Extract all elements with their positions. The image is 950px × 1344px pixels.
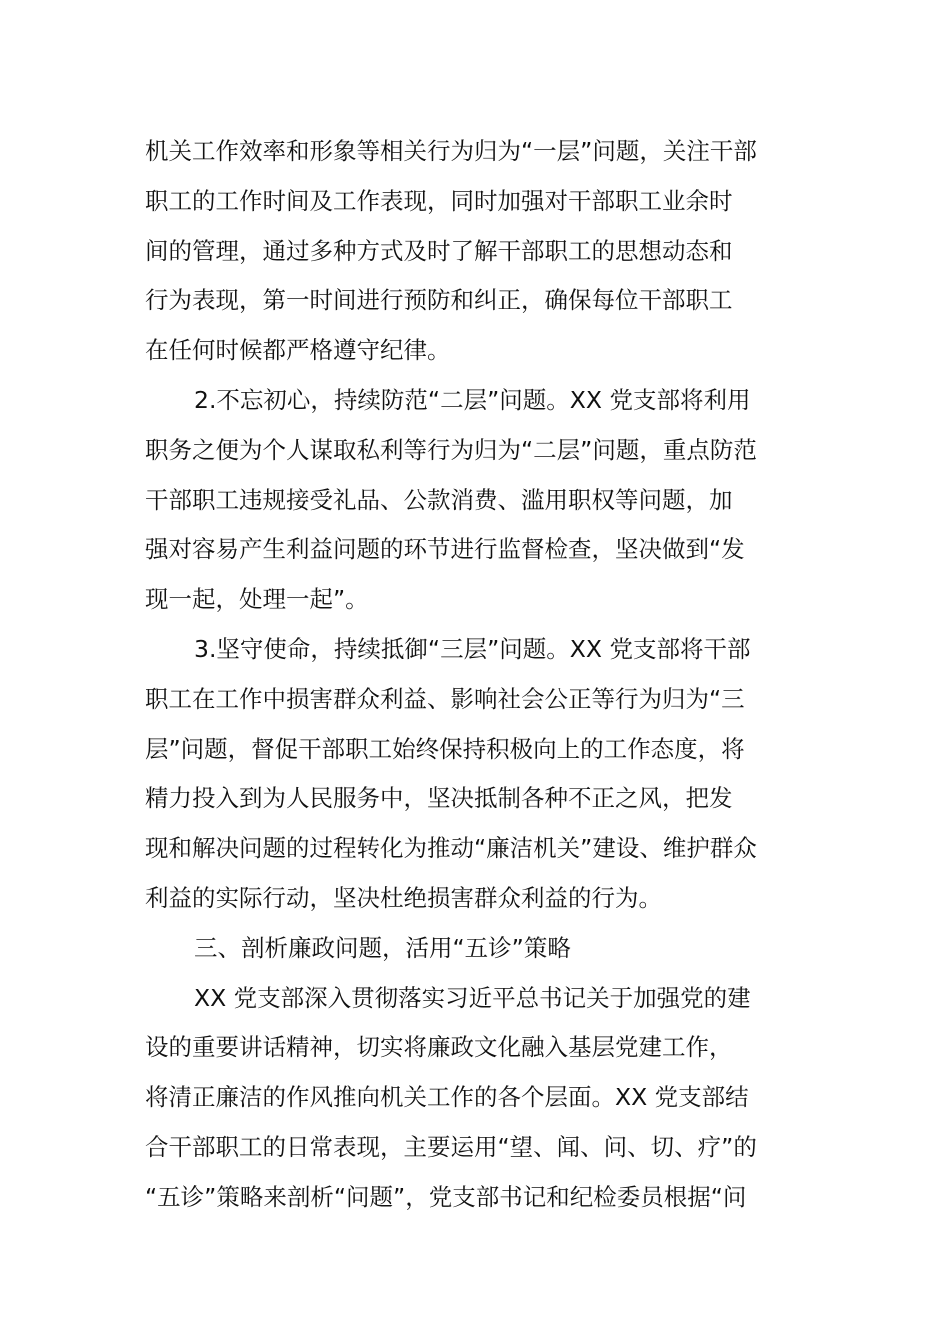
text-line: 职工的工作时间及工作表现，同时加强对干部职工业余时 [145, 186, 733, 215]
text-line: 合干部职工的日常表现，主要运用“望、闻、问、切、疗”的 [145, 1132, 757, 1161]
text-line: 精力投入到为人民服务中，坚决抵制各种不正之风，把发 [145, 784, 733, 813]
text-line: “五诊”策略来剖析“问题”，党支部书记和纪检委员根据“问 [145, 1182, 747, 1211]
text-line: 设的重要讲话精神，切实将廉政文化融入基层党建工作， [145, 1033, 733, 1062]
section-3-heading-line: 3.坚守使命，持续抵御“三层”问题。XX 党支部将干部 [194, 634, 751, 663]
text-line: 将清正廉洁的作风推向机关工作的各个层面。XX 党支部结 [145, 1083, 749, 1112]
text-line: 机关工作效率和形象等相关行为归为“一层”问题，关注干部 [145, 137, 757, 165]
text-line: 现一起，处理一起”。 [145, 585, 369, 614]
text-line: 行为表现，第一时间进行预防和纠正，确保每位干部职工 [145, 286, 733, 315]
text-line: 在任何时候都严格遵守纪律。 [145, 336, 451, 365]
text-line: 职务之便为个人谋取私利等行为归为“二层”问题，重点防范 [145, 435, 757, 464]
text-line: 层”问题，督促干部职工始终保持积极向上的工作态度，将 [145, 734, 745, 763]
body-text [145, 127, 810, 1223]
text-line: 干部职工违规接受礼品、公款消费、滥用职权等问题，加 [145, 485, 733, 514]
paragraph-start-line: XX 党支部深入贯彻落实习近平总书记关于加强党的建 [194, 983, 751, 1012]
text-line: 现和解决问题的过程转化为推动“廉洁机关”建设、维护群众 [145, 834, 757, 863]
text-line: 利益的实际行动，坚决杜绝损害群众利益的行为。 [145, 883, 662, 912]
section-heading: 三、剖析廉政问题，活用“五诊”策略 [194, 933, 571, 962]
text-line: 间的管理，通过多种方式及时了解干部职工的思想动态和 [145, 236, 733, 265]
text-line: 职工在工作中损害群众利益、影响社会公正等行为归为“三 [145, 684, 745, 713]
text-line: 强对容易产生利益问题的环节进行监督检查，坚决做到“发 [145, 535, 745, 564]
section-2-heading-line: 2.不忘初心，持续防范“二层”问题。XX 党支部将利用 [194, 385, 751, 414]
